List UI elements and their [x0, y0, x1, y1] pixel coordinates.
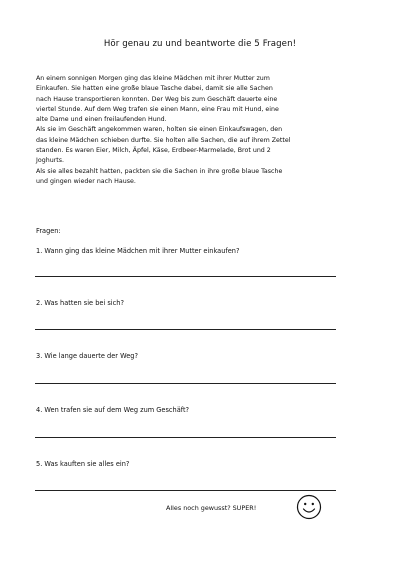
story-line: standen. Es waren Eier, Milch, Äpfel, Käse, Erdbeer-Marmelade, Brot und 2 [36, 147, 271, 155]
question-3: 3. Wie lange dauerte der Weg? [36, 352, 138, 360]
story-line: Joghurts. [36, 157, 65, 165]
story-line: nach Hause transportieren konnten. Der Weg bis zum Geschäft dauerte eine [36, 95, 278, 103]
story-line: Als sie im Geschäft angekommen waren, holten sie einen Einkaufswagen, den [36, 126, 283, 134]
answer-line-5[interactable] [35, 490, 336, 491]
story-line: Einkaufen. Sie hatten eine große blaue Tasche dabei, damit sie alle Sachen [36, 85, 273, 93]
smiley-icon [296, 494, 322, 520]
question-2: 2. Was hatten sie bei sich? [36, 299, 124, 307]
story-line: Als sie alles bezahlt hatten, packten sie die Sachen in ihre große blaue Tasche [36, 167, 283, 175]
story-text [36, 74, 356, 187]
questions-heading: Fragen: [36, 227, 61, 235]
question-1: 1. Wann ging das kleine Mädchen mit ihrer Mutter einkaufen? [36, 247, 240, 255]
footer-text: Alles noch gewusst? SUPER! [166, 504, 257, 512]
question-5: 5. Was kauften sie alles ein? [36, 460, 130, 468]
worksheet-title: Hör genau zu und beantworte die 5 Fragen! [103, 39, 297, 49]
question-4: 4. Wen trafen sie auf dem Weg zum Geschäft? [36, 406, 190, 414]
answer-line-4[interactable] [35, 437, 336, 438]
story-line: An einem sonnigen Morgen ging das kleine Mädchen mit ihrer Mutter zum [36, 75, 270, 82]
story-line: viertel Stunde. Auf dem Weg trafen sie einen Mann, eine Frau mit Hund, eine [36, 105, 279, 113]
answer-line-2[interactable] [35, 329, 336, 330]
story-line: alte Dame und einen freilaufenden Hund. [36, 116, 167, 124]
story-line: und gingen wieder nach Hause. [36, 177, 136, 185]
answer-line-3[interactable] [35, 383, 336, 384]
story-line: das kleine Mädchen schieben durfte. Sie holten alle Sachen, die auf ihrem Zettel [36, 136, 291, 144]
answer-line-1[interactable] [35, 276, 336, 277]
